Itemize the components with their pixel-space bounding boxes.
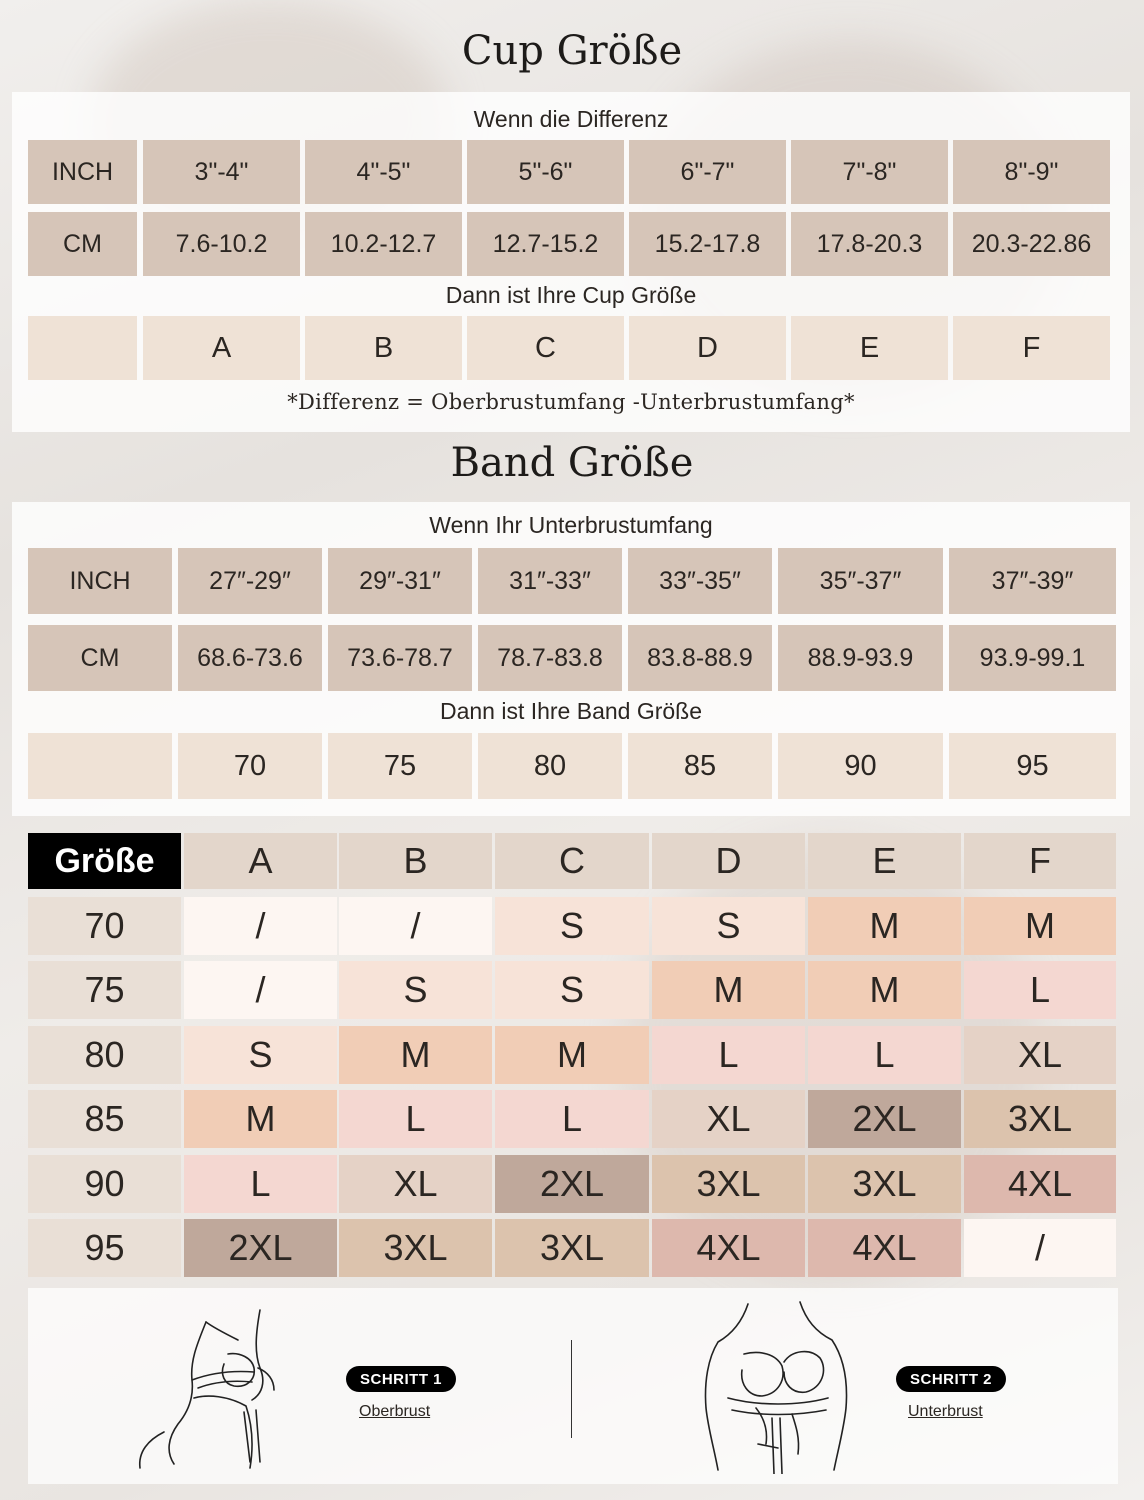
size-chart-corner: Größe — [28, 833, 181, 889]
size-cell: L — [652, 1026, 805, 1084]
cup-result-cell: F — [953, 316, 1110, 380]
size-cell: M — [339, 1026, 492, 1084]
cup-cm-cell: 15.2-17.8 — [629, 212, 786, 276]
cup-cm-cell: 7.6-10.2 — [143, 212, 300, 276]
size-cell: M — [495, 1026, 649, 1084]
band-size-title: Band Größe — [450, 440, 694, 486]
size-cell: M — [964, 897, 1116, 955]
band-result-cell: 95 — [949, 733, 1116, 799]
steps-divider — [571, 1340, 572, 1438]
cup-column-header: E — [808, 833, 961, 889]
step-1-badge: SCHRITT 1 — [346, 1366, 456, 1392]
band-row-header: 85 — [28, 1090, 181, 1148]
size-cell: 2XL — [495, 1155, 649, 1213]
band-inch-cell: 27″-29″ — [178, 548, 322, 614]
cup-result-cell: A — [143, 316, 300, 380]
size-cell: / — [184, 961, 337, 1019]
band-result-cell: 85 — [628, 733, 772, 799]
cup-cm-cell: 20.3-22.86 — [953, 212, 1110, 276]
cup-inch-cell: 3"-4" — [143, 140, 300, 204]
cup-inch-cell: 8"-9" — [953, 140, 1110, 204]
measure-bust-icon — [128, 1302, 308, 1472]
band-size-panel — [12, 502, 1130, 816]
band-row-header: 90 — [28, 1155, 181, 1213]
band-result-cell: 90 — [778, 733, 943, 799]
band-cm-cell: 73.6-78.7 — [328, 625, 472, 691]
size-cell: M — [652, 961, 805, 1019]
band-inch-cell: 31″-33″ — [478, 548, 622, 614]
cup-result-empty — [28, 316, 137, 380]
band-row-label: INCH — [28, 548, 172, 614]
band-cm-cell: 93.9-99.1 — [949, 625, 1116, 691]
band-caption-result: Dann ist Ihre Band Größe — [439, 698, 703, 724]
size-cell: XL — [964, 1026, 1116, 1084]
cup-column-header: B — [339, 833, 492, 889]
size-cell: / — [964, 1219, 1116, 1277]
size-cell: 3XL — [652, 1155, 805, 1213]
size-cell: 4XL — [808, 1219, 961, 1277]
size-cell: M — [808, 961, 961, 1019]
cup-result-cell: C — [467, 316, 624, 380]
size-cell: S — [495, 961, 649, 1019]
band-row-header: 95 — [28, 1219, 181, 1277]
size-cell: L — [339, 1090, 492, 1148]
size-cell: S — [495, 897, 649, 955]
cup-size-panel — [12, 92, 1130, 432]
cup-result-cell: D — [629, 316, 786, 380]
size-cell: XL — [339, 1155, 492, 1213]
band-result-cell: 80 — [478, 733, 622, 799]
band-cm-cell: 88.9-93.9 — [778, 625, 943, 691]
size-cell: 3XL — [339, 1219, 492, 1277]
size-cell: 2XL — [808, 1090, 961, 1148]
size-cell: 3XL — [808, 1155, 961, 1213]
band-cm-cell: 78.7-83.8 — [478, 625, 622, 691]
step-2-label[interactable]: Unterbrust — [908, 1403, 983, 1420]
size-cell: L — [184, 1155, 337, 1213]
size-cell: 3XL — [964, 1090, 1116, 1148]
cup-column-header: D — [652, 833, 805, 889]
cup-result-cell: B — [305, 316, 462, 380]
band-result-cell: 75 — [328, 733, 472, 799]
size-cell: M — [808, 897, 961, 955]
band-row-label: CM — [28, 625, 172, 691]
cup-column-header: F — [964, 833, 1116, 889]
band-inch-cell: 37″-39″ — [949, 548, 1116, 614]
size-cell: L — [964, 961, 1116, 1019]
size-cell: / — [339, 897, 492, 955]
size-cell: 2XL — [184, 1219, 337, 1277]
cup-column-header: C — [495, 833, 649, 889]
size-cell: S — [339, 961, 492, 1019]
step-1-label[interactable]: Oberbrust — [359, 1403, 431, 1420]
cup-row-label: INCH — [28, 140, 137, 204]
band-caption-top: Wenn Ihr Unterbrustumfang — [429, 512, 713, 538]
size-cell: / — [184, 897, 337, 955]
cup-row-label: CM — [28, 212, 137, 276]
size-cell: 4XL — [652, 1219, 805, 1277]
band-row-header: 80 — [28, 1026, 181, 1084]
cup-cm-cell: 10.2-12.7 — [305, 212, 462, 276]
size-cell: 3XL — [495, 1219, 649, 1277]
measurement-steps-panel — [28, 1288, 1118, 1484]
band-inch-cell: 35″-37″ — [778, 548, 943, 614]
band-cm-cell: 83.8-88.9 — [628, 625, 772, 691]
band-row-header: 75 — [28, 961, 181, 1019]
cup-caption-result: Dann ist Ihre Cup Größe — [445, 282, 697, 308]
cup-result-cell: E — [791, 316, 948, 380]
difference-note: *Differenz = Oberbrustumfang -Unterbrustumfang* — [287, 390, 855, 414]
band-cm-cell: 68.6-73.6 — [178, 625, 322, 691]
cup-cm-cell: 17.8-20.3 — [791, 212, 948, 276]
cup-size-title: Cup Größe — [461, 28, 683, 74]
size-cell: 4XL — [964, 1155, 1116, 1213]
cup-column-header: A — [184, 833, 337, 889]
size-cell: M — [184, 1090, 337, 1148]
measure-underbust-icon — [688, 1298, 868, 1474]
cup-inch-cell: 7"-8" — [791, 140, 948, 204]
band-result-cell: 70 — [178, 733, 322, 799]
band-inch-cell: 33″-35″ — [628, 548, 772, 614]
size-cell: L — [495, 1090, 649, 1148]
size-cell: L — [808, 1026, 961, 1084]
band-inch-cell: 29″-31″ — [328, 548, 472, 614]
size-cell: S — [652, 897, 805, 955]
size-cell: S — [184, 1026, 337, 1084]
cup-inch-cell: 5"-6" — [467, 140, 624, 204]
cup-inch-cell: 4"-5" — [305, 140, 462, 204]
size-cell: XL — [652, 1090, 805, 1148]
cup-inch-cell: 6"-7" — [629, 140, 786, 204]
cup-caption-top: Wenn die Differenz — [473, 106, 669, 132]
step-2-badge: SCHRITT 2 — [896, 1366, 1006, 1392]
cup-cm-cell: 12.7-15.2 — [467, 212, 624, 276]
band-row-header: 70 — [28, 897, 181, 955]
band-result-empty — [28, 733, 172, 799]
